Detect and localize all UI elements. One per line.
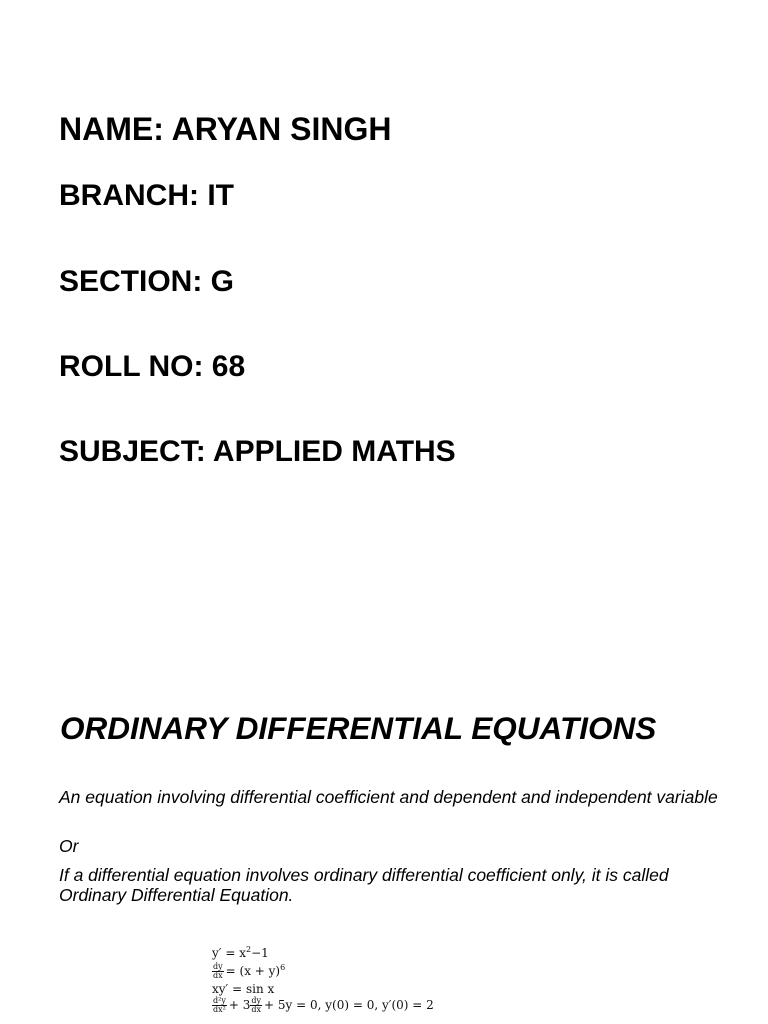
eq2-fraction [212,963,224,980]
eq4-rest: + 5y = 0, y(0) = 0, y′(0) = 2 [264,998,434,1012]
eq4-coefficient: + 3 [228,998,251,1012]
eq4-mid-numerator: dy [251,996,262,1005]
eq4-fraction [212,997,227,1014]
eq2-numerator: dy [213,962,223,971]
eq2-denominator: dx [213,971,223,980]
topic-title: ORDINARY DIFFERENTIAL EQUATIONS [60,710,657,746]
eq1-lhs: y′ = x [212,946,246,960]
eq1-exponent: 2 [245,945,252,954]
student-subject: SUBJECT: APPLIED MATHS [59,435,456,468]
example-equation-2 [212,961,434,982]
definition-paragraph-2: If a differential equation involves ordinary differential coefficient only, it is called Ordinary Differential Equation. [59,865,669,905]
eq4-denominator: dx² [213,1005,226,1014]
student-branch: BRANCH: IT [59,179,234,212]
example-equation-3: xy′ = sin x [212,982,275,996]
student-name: NAME: ARYAN SINGH [59,111,392,147]
eq4-mid-denominator: dx [251,1005,262,1014]
example-equation-1 [212,946,434,961]
eq1-rhs: −1 [251,946,269,960]
eq2-rhs: = (x + y) [225,964,281,978]
or-separator: Or [59,836,79,856]
definition-paragraph-1: An equation involving differential coefficient and dependent and independent variable [59,787,718,807]
student-section: SECTION: G [59,265,235,298]
example-equations [212,946,434,1012]
eq2-exponent: 6 [280,963,286,972]
student-roll-no: ROLL NO: 68 [59,350,246,383]
eq4-numerator: d²y [213,996,226,1005]
eq4-mid-fraction [250,997,262,1014]
example-equation-4 [212,997,434,1012]
